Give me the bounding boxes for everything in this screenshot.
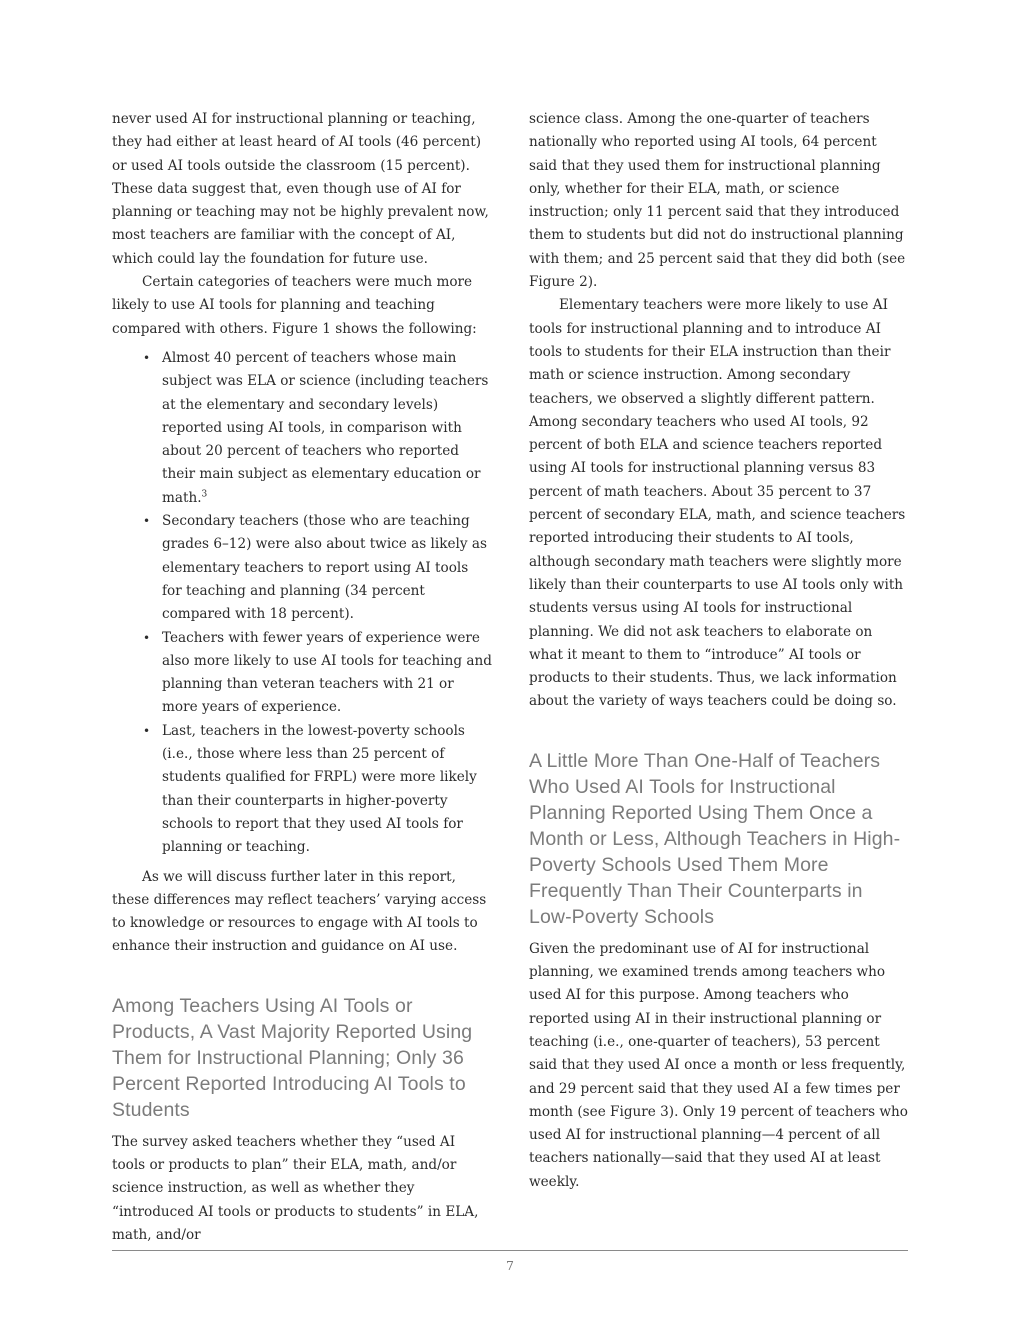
right-paragraph-2: Elementary teachers were more likely to use AI tools for instructional planning and to introduce AI tools to students for their ELA instruction than their math or science instruction. Among secondary teachers, we observed a slightly different pattern. Among secondary teachers who used AI tools, 92 percent of both ELA and science teachers reported using AI tools for instructional planning versus 83 percent of math teachers. About 35 percent to 37 percent of secondary ELA, math, and science teachers reported introducing their students to AI tools, although secondary math teachers were slightly more likely than their counterparts to use AI tools only with students versus using AI tools for instructional planning. We did not ask teachers to elaborate on what it meant to them to “introduce” AI tools or products to their students. Thus, we lack information about the variety of ways teachers could be doing so. — [529, 297, 906, 710]
list-item — [162, 627, 492, 720]
left-paragraph-2: Certain categories of teachers were much more likely to use AI tools for planning and teaching compared with others. Figure 1 shows the following: — [112, 274, 477, 337]
list-item — [162, 510, 492, 626]
list-item — [162, 347, 492, 510]
section-heading-frequency: A Little More Than One-Half of Teachers Who Used AI Tools for Instructional Planning Reported Using Them Once a Month or Less, Although Teachers in High-Poverty Schools Used Them More Frequently Than Their Counterparts in Low-Poverty Schools — [529, 749, 901, 928]
footer-divider — [112, 1250, 908, 1251]
bullet-text-1: Almost 40 percent of teachers whose main subject was ELA or science (including teachers at the elementary and secondary levels) reported using AI tools, in comparison with about 20 percent of teachers who reported their main subject as elementary education or math. — [162, 349, 489, 506]
bullet-text-2: Secondary teachers (those who are teaching grades 6–12) were also about twice as likely as elementary teachers to report using AI tools for teaching and planning (34 percent compared with 18 percent). — [162, 513, 487, 623]
left-paragraph-3: As we will discuss further later in this report, these differences may reflect teachers’ varying access to knowledge or resources to engage with AI tools to enhance their instruction and guidance on AI use. — [112, 868, 487, 955]
left-paragraph-4: The survey asked teachers whether they “used AI tools or products to plan” their ELA, math, and/or science instruction, as well as whether they “introduced AI tools or products to students” in ELA, math, and/or — [112, 1133, 479, 1243]
left-column — [112, 108, 492, 1247]
section-heading-instructional-planning: Among Teachers Using AI Tools or Products, A Vast Majority Reported Using Them for Instructional Planning; Only 36 Percent Reported Introducing AI Tools to Students — [112, 994, 473, 1121]
right-column — [529, 108, 909, 1194]
findings-list — [112, 347, 492, 860]
left-paragraph-1: never used AI for instructional planning or teaching, they had either at least heard of AI tools (46 percent) or used AI tools outside the classroom (15 percent). These data suggest that, even though use of AI for planning or teaching may not be highly prevalent now, most teachers are familiar with the concept of AI, which could lay the foundation for future use. — [112, 111, 489, 267]
bullet-text-4: Last, teachers in the lowest-poverty schools (i.e., those where less than 25 percent of students qualified for FRPL) were more likely than their counterparts in higher-poverty schools to report that they used AI tools for planning or teaching. — [162, 722, 477, 856]
bullet-text-3: Teachers with fewer years of experience were also more likely to use AI tools for teaching and planning than veteran teachers with 21 or more years of experience. — [162, 629, 492, 716]
footnote-marker: 3 — [201, 489, 208, 500]
right-paragraph-3: Given the predominant use of AI for instructional planning, we examined trends among teachers who used AI for this purpose. Among teachers who reported using AI in their instructional planning or teaching (i.e., one-quarter of teachers), 53 percent said that they used AI once a month or less frequently, and 29 percent said that they used AI a few times per month (see Figure 3). Only 19 percent of teachers who used AI for instructional planning—4 percent of all teachers nationally—said that they used AI at least weekly. — [529, 940, 908, 1190]
right-paragraph-1: science class. Among the one-quarter of teachers nationally who reported using AI tools, 64 percent said that they used them for instructional planning only, whether for their ELA, math, or science instruction; only 11 percent said that they introduced them to students but did not do instructional planning with them; and 25 percent said that they did both (see Figure 2). — [529, 111, 906, 291]
list-item — [162, 720, 492, 860]
page-number: 7 — [506, 1258, 514, 1273]
